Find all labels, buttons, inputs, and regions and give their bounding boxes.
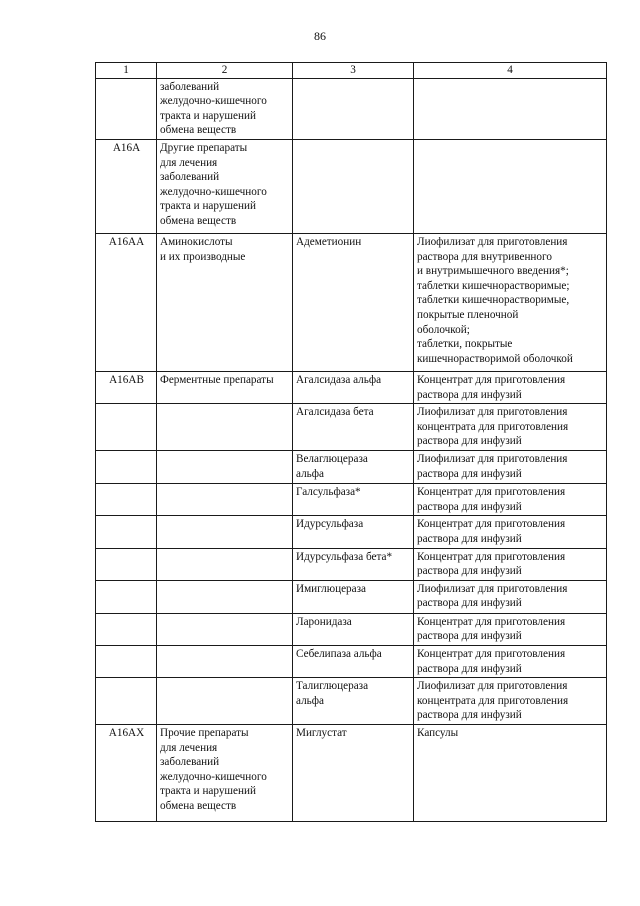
table-row: [96, 404, 607, 451]
form-line: Лиофилизат для приготовления: [417, 582, 568, 595]
form-line: Концентрат для приготовления: [417, 373, 566, 386]
substance-line: Талиглюцераза: [296, 680, 369, 693]
group-line: для лечения: [160, 741, 218, 754]
form-line: таблетки кишечнорастворимые,: [417, 294, 570, 307]
group-cell: [157, 725, 293, 822]
code-cell: A16A: [96, 139, 157, 233]
table-row: [96, 580, 607, 613]
substance-line: Себелипаза альфа: [296, 647, 382, 660]
header-col-1: 1: [96, 63, 157, 79]
form-cell: [414, 580, 607, 613]
table-row: [96, 548, 607, 580]
form-line: Концентрат для приготовления: [417, 518, 566, 531]
group-cell: [157, 139, 293, 233]
group-line: заболеваний: [160, 756, 220, 769]
form-line: раствора для инфузий: [417, 467, 522, 480]
code-cell: A16AX: [96, 725, 157, 822]
form-line: таблетки кишечнорастворимые;: [417, 279, 570, 292]
table-row: [96, 78, 607, 139]
table-row: [96, 613, 607, 645]
group-line: заболеваний: [160, 80, 220, 93]
page-number: 86: [314, 29, 326, 43]
substance-line: Ларонидаза: [296, 615, 352, 628]
group-cell: [157, 516, 293, 548]
form-line: Концентрат для приготовления: [417, 615, 566, 628]
form-line: и внутримышечного введения*;: [417, 265, 569, 278]
substance-cell: [293, 516, 414, 548]
form-cell: [414, 371, 607, 403]
group-cell: [157, 613, 293, 645]
form-cell: [414, 725, 607, 822]
code-cell: [96, 78, 157, 139]
group-line: обмена веществ: [160, 214, 237, 227]
group-line: желудочно-кишечного: [160, 95, 267, 108]
form-cell: [414, 613, 607, 645]
group-line: желудочно-кишечного: [160, 770, 267, 783]
code-cell: A16AB: [96, 371, 157, 403]
group-line: обмена веществ: [160, 124, 237, 137]
form-line: Капсулы: [417, 727, 459, 740]
header-col-3: 3: [293, 63, 414, 79]
substance-cell: [293, 451, 414, 484]
form-line: концентрата для приготовления: [417, 420, 569, 433]
header-col-4: 4: [414, 63, 607, 79]
substance-cell: [293, 404, 414, 451]
code-cell: [96, 451, 157, 484]
form-line: раствора для инфузий: [417, 435, 522, 448]
form-cell: [414, 548, 607, 580]
table-row: [96, 516, 607, 548]
header-col-2: 2: [157, 63, 293, 79]
form-line: раствора для инфузий: [417, 709, 522, 722]
substance-cell: [293, 613, 414, 645]
substance-line: Адеметионин: [296, 235, 362, 248]
drug-table: [95, 62, 607, 822]
group-line: Аминокислоты: [160, 235, 233, 248]
code-cell: [96, 645, 157, 677]
table-row: [96, 139, 607, 233]
substance-cell: [293, 484, 414, 516]
form-line: раствора для инфузий: [417, 388, 522, 401]
table-row: [96, 371, 607, 403]
substance-line: Агалсидаза бета: [296, 406, 374, 419]
form-line: раствора для инфузий: [417, 662, 522, 675]
form-line: раствора для инфузий: [417, 500, 522, 513]
form-line: кишечнорастворимой оболочкой: [417, 352, 573, 365]
code-cell: [96, 580, 157, 613]
substance-cell: [293, 725, 414, 822]
group-cell: [157, 233, 293, 371]
form-line: раствора для инфузий: [417, 630, 522, 643]
table-row: [96, 725, 607, 822]
header-row: [96, 63, 607, 79]
code-cell: [96, 678, 157, 725]
group-line: Другие препараты: [160, 141, 248, 154]
group-cell: [157, 580, 293, 613]
group-cell: [157, 484, 293, 516]
form-line: Лиофилизат для приготовления: [417, 235, 568, 248]
form-cell: [414, 78, 607, 139]
table-body: [96, 63, 607, 822]
substance-line: Имиглюцераза: [296, 582, 367, 595]
code-cell: [96, 613, 157, 645]
form-cell: [414, 233, 607, 371]
table-row: [96, 645, 607, 677]
group-line: желудочно-кишечного: [160, 185, 267, 198]
group-line: Ферментные препараты: [160, 373, 274, 386]
substance-cell: [293, 78, 414, 139]
form-cell: [414, 139, 607, 233]
table-row: [96, 484, 607, 516]
substance-line: альфа: [296, 694, 324, 707]
substance-line: альфа: [296, 467, 324, 480]
form-line: раствора для инфузий: [417, 597, 522, 610]
group-line: и их производные: [160, 250, 246, 263]
table-row: [96, 451, 607, 484]
group-line: тракта и нарушений: [160, 200, 256, 213]
substance-line: Галсульфаза*: [296, 486, 361, 499]
group-cell: [157, 78, 293, 139]
substance-line: Идурсульфаза бета*: [296, 550, 393, 563]
substance-cell: [293, 233, 414, 371]
form-line: таблетки, покрытые: [417, 338, 513, 351]
form-cell: [414, 516, 607, 548]
code-cell: A16AA: [96, 233, 157, 371]
form-line: оболочкой;: [417, 323, 470, 336]
code-cell: [96, 404, 157, 451]
form-line: Лиофилизат для приготовления: [417, 680, 568, 693]
form-line: Лиофилизат для приготовления: [417, 406, 568, 419]
form-line: покрытые пленочной: [417, 308, 519, 321]
form-cell: [414, 404, 607, 451]
substance-cell: [293, 548, 414, 580]
group-cell: [157, 371, 293, 403]
form-line: Концентрат для приготовления: [417, 486, 566, 499]
group-line: обмена веществ: [160, 800, 237, 813]
form-cell: [414, 484, 607, 516]
substance-cell: [293, 139, 414, 233]
group-line: для лечения: [160, 156, 218, 169]
code-cell: [96, 516, 157, 548]
form-line: раствора для инфузий: [417, 565, 522, 578]
group-line: тракта и нарушений: [160, 785, 256, 798]
form-line: Концентрат для приготовления: [417, 550, 566, 563]
group-cell: [157, 645, 293, 677]
group-cell: [157, 678, 293, 725]
form-cell: [414, 645, 607, 677]
substance-line: Идурсульфаза: [296, 518, 364, 531]
form-line: раствора для инфузий: [417, 532, 522, 545]
form-line: концентрата для приготовления: [417, 694, 569, 707]
substance-line: Миглустат: [296, 727, 347, 740]
group-cell: [157, 451, 293, 484]
substance-line: Велаглюцераза: [296, 453, 368, 466]
substance-cell: [293, 580, 414, 613]
form-cell: [414, 451, 607, 484]
table-row: [96, 233, 607, 371]
code-cell: [96, 548, 157, 580]
substance-cell: [293, 645, 414, 677]
code-cell: [96, 484, 157, 516]
group-line: тракта и нарушений: [160, 109, 256, 122]
group-line: Прочие препараты: [160, 727, 249, 740]
group-cell: [157, 404, 293, 451]
substance-cell: [293, 371, 414, 403]
form-line: раствора для внутривенного: [417, 250, 552, 263]
group-line: заболеваний: [160, 171, 220, 184]
table-row: [96, 678, 607, 725]
form-cell: [414, 678, 607, 725]
form-line: Концентрат для приготовления: [417, 647, 566, 660]
form-line: Лиофилизат для приготовления: [417, 453, 568, 466]
group-cell: [157, 548, 293, 580]
substance-line: Агалсидаза альфа: [296, 373, 382, 386]
substance-cell: [293, 678, 414, 725]
